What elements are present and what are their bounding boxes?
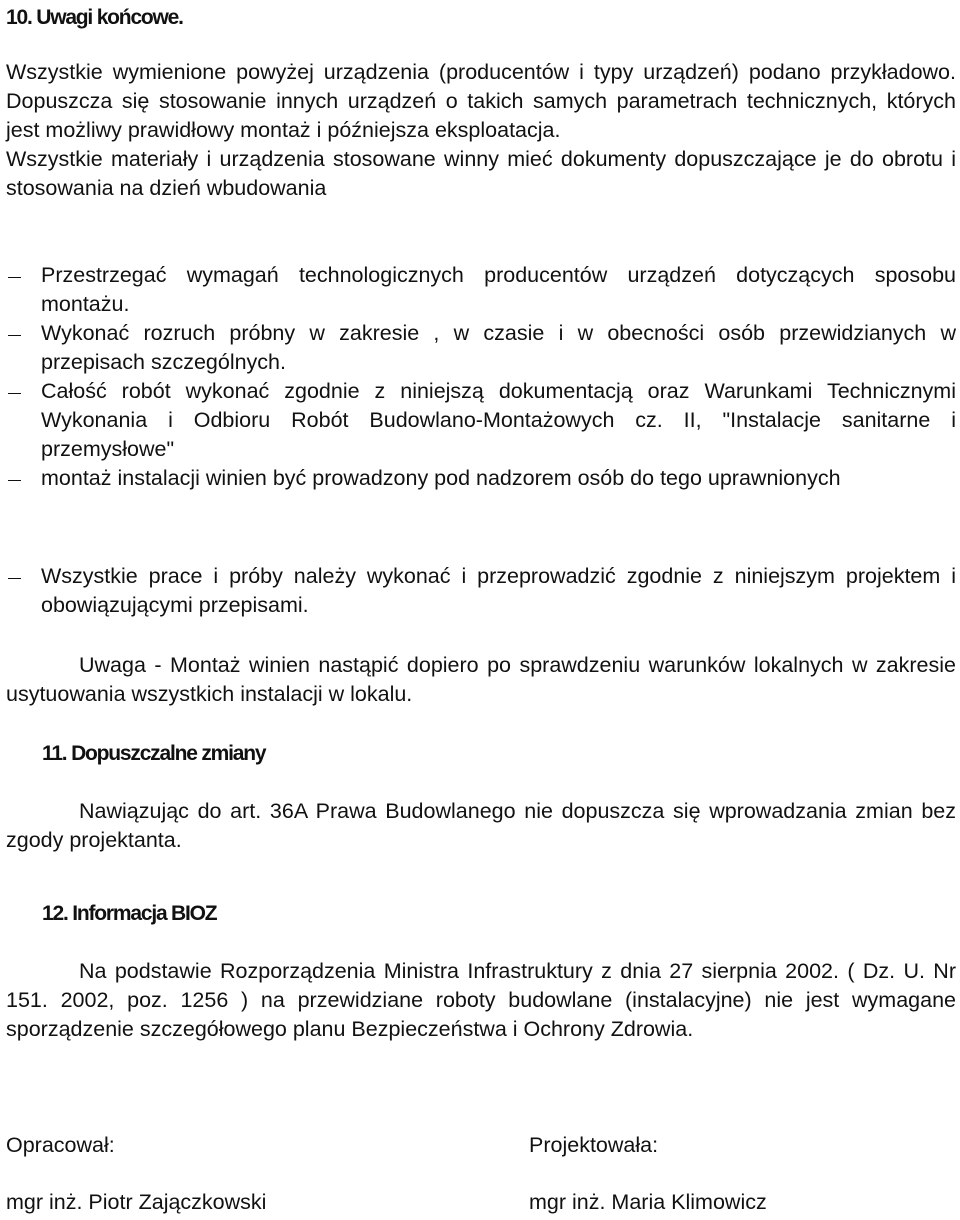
designed-by-label: Projektowała: <box>529 1133 659 1157</box>
list-item-text: Wszystkie prace i próby należy wykonać i przeprowadzić zgodnie z niniejszym projektem i obowiązującymi przepisami. <box>41 564 956 617</box>
dash-bullet <box>8 335 21 336</box>
list-item <box>6 319 956 377</box>
prepared-by-label: Opracował: <box>6 1133 115 1157</box>
section-11-heading: 11. Dopuszczalne zmiany <box>42 742 266 765</box>
designed-by-name: mgr inż. Maria Klimowicz <box>529 1190 767 1214</box>
list-item-text: Całość robót wykonać zgodnie z niniejszą dokumentacją oraz Warunkami Technicznymi Wykonania i Odbioru Robót Budowlano-Montażowych cz. II, "Instalacje sanitarne i przemysłowe" <box>41 379 956 461</box>
dash-bullet <box>8 393 21 394</box>
list-item <box>6 562 956 620</box>
list-item-text: montaż instalacji winien być prowadzony pod nadzorem osób do tego uprawnionych <box>41 466 841 490</box>
section-10-heading: 10. Uwagi końcowe. <box>6 6 183 29</box>
installation-note: Uwaga - Montaż winien nastąpić dopiero po sprawdzeniu warunków lokalnych w zakresie usytuowania wszystkich instalacji w lokalu. <box>6 653 956 706</box>
list-item <box>6 261 956 319</box>
requirements-list-continued <box>6 562 956 620</box>
dash-bullet <box>8 277 21 278</box>
section-11-text: Nawiązując do art. 36A Prawa Budowlanego nie dopuszcza się wprowadzania zmian bez zgody projektanta. <box>6 799 956 852</box>
list-item-text: Wykonać rozruch próbny w zakresie , w czasie i w obecności osób przewidzianych w przepisach szczególnych. <box>41 321 956 374</box>
section-10-paragraph-2: Wszystkie materiały i urządzenia stosowane winny mieć dokumenty dopuszczające je do obrotu i stosowania na dzień wbudowania <box>6 147 956 200</box>
section-12-heading: 12. Informacja BIOZ <box>42 902 217 925</box>
requirements-list <box>6 261 956 493</box>
list-item <box>6 464 956 493</box>
dash-bullet <box>8 480 21 481</box>
list-item <box>6 377 956 464</box>
list-item-text: Przestrzegać wymagań technologicznych producentów urządzeń dotyczących sposobu montażu. <box>41 263 956 316</box>
section-10-paragraph-1: Wszystkie wymienione powyżej urządzenia (producentów i typy urządzeń) podano przykładowo. Dopuszcza się stosowanie innych urządzeń o takich samych parametrach technicznych, których jest możliwy prawidłowy montaż i późniejsza eksploatacja. <box>6 60 956 142</box>
section-12-text: Na podstawie Rozporządzenia Ministra Infrastruktury z dnia 27 sierpnia 2002. ( Dz. U. Nr 151. 2002, poz. 1256 ) na przewidziane roboty budowlane (instalacyjne) nie jest wymagane sporządzenie szczegółowego planu Bezpieczeństwa i Ochrony Zdrowia. <box>6 959 956 1041</box>
prepared-by-name: mgr inż. Piotr Zajączkowski <box>6 1190 267 1214</box>
section-10-body <box>6 58 956 203</box>
dash-bullet <box>8 578 21 579</box>
